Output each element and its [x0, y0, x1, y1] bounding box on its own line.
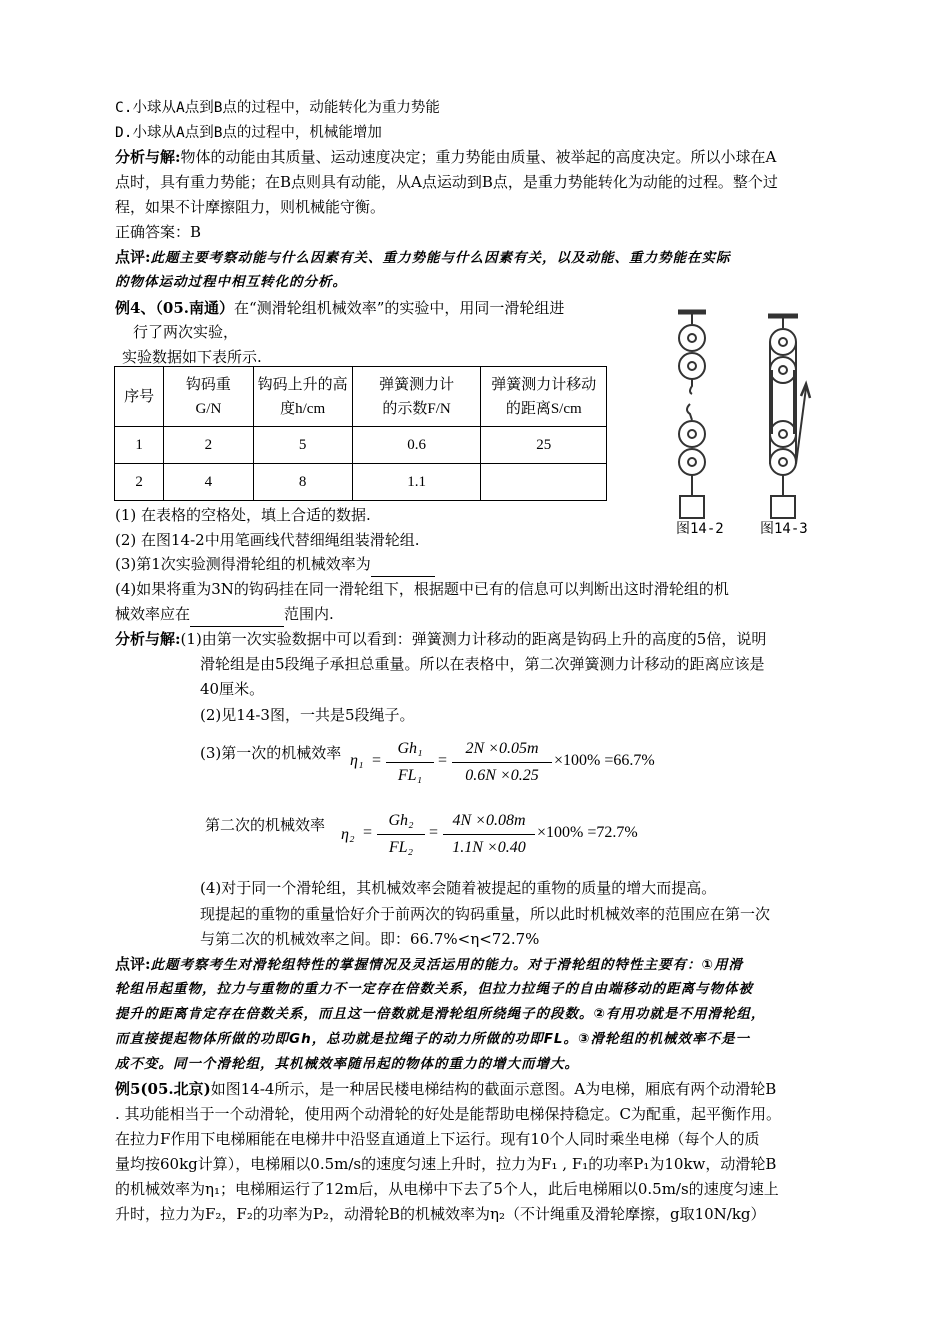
eta-symbol: η₂: [341, 826, 355, 843]
example-text: 在“测滑轮组机械效率”的实验中，用同一滑轮组进: [234, 299, 565, 317]
analysis-label: 分析与解:: [115, 148, 181, 166]
data-table: [114, 366, 607, 501]
fraction: $\frac{4N \times 0.08m}{1.1N \times 0.40}$: [443, 808, 535, 861]
table-header-cell: 弹簧测力计 的示数F/N: [352, 367, 481, 427]
analysis-label: 分析与解:: [115, 630, 181, 648]
example-5-line-3: 在拉力F作用下电梯厢能在电梯井中沿竖直通道上下运行。现有10个人同时乘坐电梯（每个人的质: [115, 1130, 760, 1148]
table-header-cell: 钩码重 G/N: [164, 367, 253, 427]
table-cell: 2: [164, 427, 253, 464]
question-1: (1) 在表格的空格处，填上合适的数据.: [115, 506, 371, 524]
analysis-text: 物体的动能由其质量、运动速度决定；重力势能由质量、被举起的高度决定。所以小球在A: [180, 148, 777, 166]
review-1-line-1: [115, 245, 731, 270]
fraction: $\frac{2N \times 0.05m}{0.6N \times 0.25}$: [452, 736, 552, 789]
review-text: 此题主要考察动能与什么因素有关、重力势能与什么因素有关，以及动能、重力势能在实际: [150, 250, 731, 266]
review-2-line-5: 成不变。同一个滑轮组，其机械效率随吊起的物体的重力的增大而增大。: [115, 1056, 579, 1072]
example-4-line-1: [115, 296, 564, 320]
table-cell: 0.6: [352, 427, 481, 464]
fraction: $\frac{\text{Gh₁}}{\text{FL₁}}$: [386, 736, 434, 789]
formula-label: 第二次的机械效率: [205, 816, 326, 834]
example-5-line-1: [115, 1077, 776, 1101]
review-2-line-1: [115, 952, 743, 977]
option-c: C.小球从A点到B点的过程中，动能转化为重力势能: [115, 100, 440, 116]
analysis-text: (1)由第一次实验数据中可以看到：弹簧测力计移动的距离是钩码上升的高度的5倍，说明: [180, 630, 767, 648]
figure-caption-14-3: 图14-3: [760, 521, 808, 537]
pulley-figure-14-3: [768, 316, 810, 518]
formula-label: (3)第一次的机械效率: [200, 744, 342, 762]
analysis-2-line-2: 滑轮组是由5段绳子承担总重量。所以在表格中，第二次弹簧测力计移动的距离应该是: [200, 655, 765, 673]
table-cell: [481, 464, 607, 501]
question-4-line-2: 械效率应在 范围内.: [115, 602, 334, 627]
example-5-line-2: . 其功能相当于一个动滑轮，使用两个动滑轮的好处是能帮助电梯保持稳定。C为配重，起平衡作用。: [115, 1105, 782, 1123]
analysis-1-line-2: 点时，具有重力势能；在B点则具有动能，从A点运动到B点，是重力势能转化为动能的过程。整个过: [115, 173, 778, 191]
example-5-line-4: 量均按60kg计算），电梯厢以0.5m/s的速度匀速上升时，拉力为F₁ , F₁的功率P₁为10kw，动滑轮B: [115, 1155, 777, 1173]
question-4-line-1: (4)如果将重为3N的钩码挂在同一滑轮组下，根据题中已有的信息可以判断出这时滑轮组的机: [115, 580, 729, 598]
review-label: 点评:: [115, 248, 151, 266]
analysis-2-line-4: (2)见14-3图，一共是5段绳子。: [200, 706, 415, 724]
analysis-2-line-5: (4)对于同一个滑轮组，其机械效率会随着被提起的重物的质量的增大而提高。: [200, 879, 717, 897]
efficiency-formula-1: (3)第一次的机械效率 η₁ = $\frac{\text{Gh₁}}{\text{FL₁}}$ = $\frac{2N \times 0.05m}{0.6N \times 0.25}$ ×100% =66.7%: [200, 736, 670, 796]
analysis-1-line-1: [115, 145, 776, 169]
table-row: [115, 427, 607, 464]
review-label: 点评:: [115, 955, 151, 973]
question-3: (3)第1次实验测得滑轮组的机械效率为: [115, 552, 435, 577]
formula-result: ×100% =72.7%: [537, 824, 638, 841]
example-4-line-2: 行了两次实验，: [133, 323, 239, 341]
answer-blank: [371, 552, 435, 577]
review-2-line-2: 轮组吊起重物，拉力与重物的重力不一定存在倍数关系，但拉力拉绳子的自由端移动的距离与物体被: [115, 981, 753, 997]
table-row: [115, 464, 607, 501]
table-header-cell: 弹簧测力计移动 的距离S/cm: [481, 367, 607, 427]
example-text: 如图14-4所示，是一种居民楼电梯结构的截面示意图。A为电梯，厢底有两个动滑轮B: [210, 1080, 777, 1098]
table-cell: 25: [481, 427, 607, 464]
table-cell: 5: [253, 427, 352, 464]
figure-caption-14-2: 图14-2: [676, 521, 724, 537]
answer: 正确答案：B: [115, 223, 202, 241]
example-5-line-5: 的机械效率为η₁；电梯厢运行了12m后，从电梯中下去了5个人，此后电梯厢以0.5m/s的速度匀速上: [115, 1180, 779, 1198]
review-text: 此题考察考生对滑轮组特性的掌握情况及灵活运用的能力。对于滑轮组的特性主要有：①用滑: [150, 957, 743, 973]
analysis-2-line-6: 现提起的重物的重量恰好介于前两次的钩码重量，所以此时机械效率的范围应在第一次: [200, 905, 771, 923]
table-header-cell: 序号: [115, 367, 164, 427]
eta-symbol: η₁: [350, 752, 364, 769]
analysis-2-line-1: [115, 627, 766, 651]
example-4-line-3: 实验数据如下表所示.: [122, 348, 262, 366]
analysis-2-line-7: 与第二次的机械效率之间。即：66.7%<η<72.7%: [200, 930, 540, 948]
table-cell: 8: [253, 464, 352, 501]
analysis-1-line-3: 程，如果不计摩擦阻力，则机械能守衡。: [115, 198, 386, 216]
formula-result: ×100% =66.7%: [554, 752, 655, 769]
table-cell: 2: [115, 464, 164, 501]
table-header-row: [115, 367, 607, 427]
efficiency-formula-2: 第二次的机械效率 η₂ = $\frac{\text{Gh₂}}{\text{FL₂}}$ = $\frac{4N \times 0.08m}{1.1N \times 0.40}$ ×100% =72.7%: [205, 808, 675, 868]
pulley-figure-14-2: [678, 312, 706, 518]
table-cell: 1: [115, 427, 164, 464]
table-cell: 4: [164, 464, 253, 501]
fraction: $\frac{\text{Gh₂}}{\text{FL₂}}$: [377, 808, 425, 861]
option-d: D.小球从A点到B点的过程中，机械能增加: [115, 125, 382, 141]
review-1-line-2: 的物体运动过程中相互转化的分析。: [115, 274, 347, 290]
example-label: 例4、（05.南通）: [115, 299, 235, 317]
pulley-figures: [660, 304, 820, 544]
question-2: (2) 在图14-2中用笔画线代替细绳组装滑轮组.: [115, 531, 420, 549]
analysis-2-line-3: 40厘米。: [200, 680, 265, 698]
review-2-line-4: 而直接提起物体所做的功即Gh，总功就是拉绳子的动力所做的功即FL。③滑轮组的机械效率不是一: [115, 1031, 750, 1047]
review-2-line-3: 提升的距离肯定存在倍数关系，而且这一倍数就是滑轮组所绕绳子的段数。②有用功就是不用滑轮组，: [115, 1006, 766, 1022]
example-5-line-6: 升时，拉力为F₂，F₂的功率为P₂，动滑轮B的机械效率为η₂（不计绳重及滑轮摩擦，g取10N/kg）: [115, 1205, 766, 1223]
example-label: 例5(05.北京): [115, 1080, 211, 1098]
table-cell: 1.1: [352, 464, 481, 501]
table-header-cell: 钩码上升的高 度h/cm: [253, 367, 352, 427]
answer-blank: [190, 602, 284, 627]
